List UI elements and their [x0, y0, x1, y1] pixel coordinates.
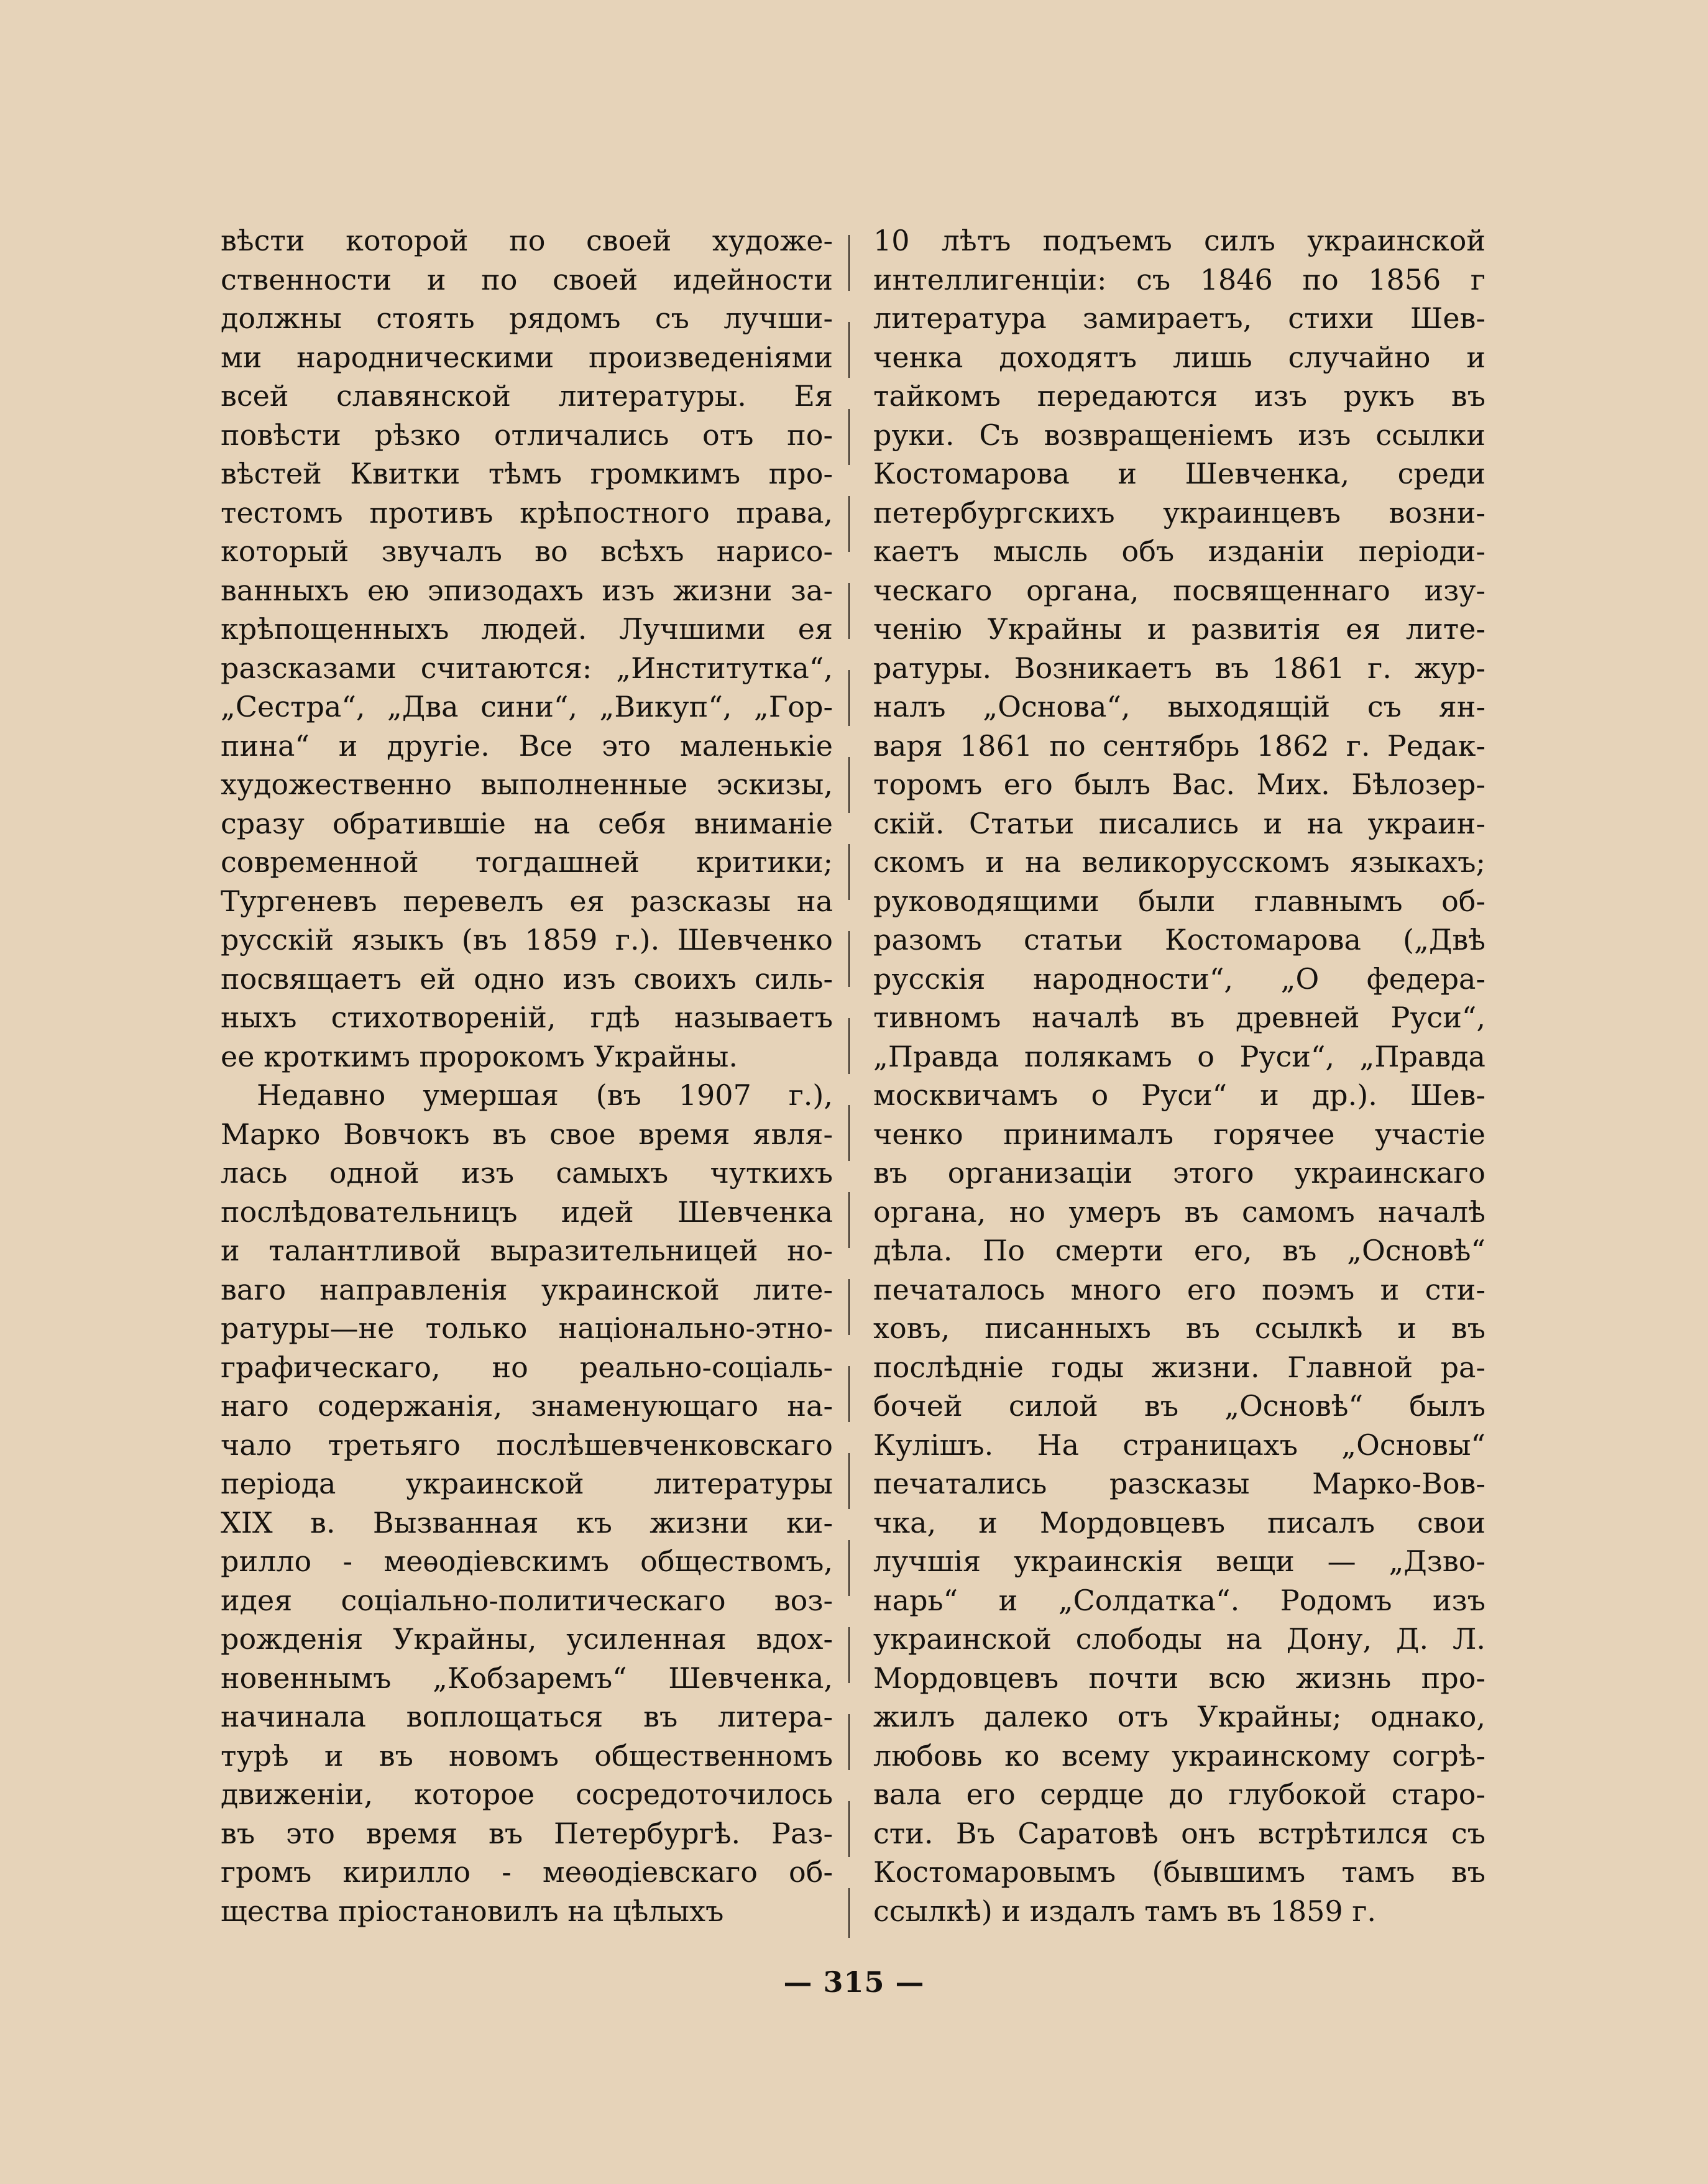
text-line: и талантливой выразительницей но- [221, 1234, 833, 1267]
text-line: лучшія украинскія вещи — „Дзво- [873, 1544, 1485, 1578]
text-line: тайкомъ передаются изъ рукъ въ [873, 379, 1485, 413]
text-line: художественно выполненные эскизы, [221, 768, 833, 801]
text-line: тивномъ началѣ въ древней Руси“, [873, 1001, 1485, 1034]
text-line: періода украинской литературы [221, 1467, 833, 1500]
text-line: интеллигенціи: съ 1846 по 1856 г [873, 262, 1485, 296]
text-line: вѣсти которой по своей художе- [221, 224, 833, 257]
text-line: печаталось много его поэмъ и сти- [873, 1272, 1485, 1306]
text-line: идея соціально-политическаго воз- [221, 1583, 833, 1617]
text-line: повѣсти рѣзко отличались отъ по- [221, 418, 833, 452]
text-line: пина“ и другіе. Все это маленькіе [221, 728, 833, 763]
text-line: графическаго, но реально-соціаль- [221, 1350, 833, 1384]
text-line: Костомаровымъ (бывшимъ тамъ въ [873, 1855, 1485, 1889]
text-line: начинала воплощаться въ литера- [221, 1700, 833, 1733]
text-line: посвящаетъ ей одно изъ своихъ силь- [221, 961, 833, 996]
text-line: Костомарова и Шевченка, среди [873, 457, 1485, 490]
text-line: крѣпощенныхъ людей. Лучшими ея [221, 612, 833, 646]
text-line: разсказами считаются: „Институтка“, [221, 651, 833, 685]
text-line: 10 лѣтъ подъемъ силъ украинской [873, 224, 1485, 257]
text-line: жилъ далеко отъ Украйны; однако, [873, 1700, 1485, 1733]
text-line: разомъ статьи Костомарова („Двѣ [873, 923, 1485, 957]
text-line: чало третьяго послѣшевченковскаго [221, 1428, 833, 1462]
text-line: наго содержанія, знаменующаго на- [221, 1389, 833, 1423]
text-line: послѣдніе годы жизни. Главной ра- [873, 1350, 1485, 1384]
text-line: должны стоять рядомъ съ лучши- [221, 301, 833, 335]
text-line: ченко принималъ горячее участіе [873, 1117, 1485, 1151]
text-line: современной тогдашней критики; [221, 845, 833, 879]
text-line: варя 1861 по сентябрь 1862 г. Редак- [873, 728, 1485, 763]
text-line: тестомъ противъ крѣпостного права, [221, 495, 833, 530]
text-line: ратуры—не только національно-этно- [221, 1311, 833, 1345]
column-divider-rule [848, 235, 850, 1938]
text-line: нарь“ и „Солдатка“. Родомъ изъ [873, 1583, 1485, 1617]
text-line: бочей силой въ „Основѣ“ былъ [873, 1389, 1485, 1423]
text-line: литература замираетъ, стихи Шев- [873, 301, 1485, 335]
text-line: ссылкѣ) и издалъ тамъ въ 1859 г. [873, 1894, 1377, 1928]
text-line: новеннымъ „Кобзаремъ“ Шевченка, [221, 1661, 833, 1695]
text-line: XIX в. Вызванная къ жизни ки- [221, 1505, 833, 1539]
text-line: торомъ его былъ Вас. Мих. Бѣлозер- [873, 768, 1485, 801]
text-line: ваго направленія украинской лите- [221, 1272, 833, 1306]
text-line: печатались разсказы Марко-Вов- [873, 1467, 1485, 1500]
text-line: ченка доходятъ лишь случайно и [873, 340, 1485, 374]
text-line: органа, но умеръ въ самомъ началѣ [873, 1195, 1485, 1229]
text-line: ныхъ стихотвореній, гдѣ называетъ [221, 1001, 833, 1034]
text-line: ее кроткимъ пророкомъ Украйны. [221, 1039, 738, 1073]
text-line: дѣла. По смерти его, въ „Основѣ“ [873, 1234, 1485, 1267]
text-line: сти. Въ Саратовѣ онъ встрѣтился съ [873, 1816, 1485, 1850]
text-line: украинской слободы на Дону, Д. Л. [873, 1622, 1485, 1656]
text-line: „Правда полякамъ о Руси“, „Правда [873, 1039, 1485, 1073]
text-line: ванныхъ ею эпизодахъ изъ жизни за- [221, 573, 833, 607]
text-line: руководящими были главнымъ об- [873, 884, 1485, 918]
text-line: русскія народности“, „О федера- [873, 961, 1485, 996]
text-line: ми народническими произведеніями [221, 340, 833, 374]
text-line: русскій языкъ (въ 1859 г.). Шевченко [221, 923, 833, 957]
text-line: громъ кирилло - меѳодіевскаго об- [221, 1855, 833, 1889]
left-text-column [221, 221, 833, 1930]
text-line: вала его сердце до глубокой старо- [873, 1778, 1485, 1811]
text-line: рожденія Украйны, усиленная вдох- [221, 1622, 833, 1656]
text-line: ственности и по своей идейности [221, 262, 833, 296]
text-line: всей славянской литературы. Ея [221, 379, 833, 413]
page-number: — 315 — [783, 1965, 925, 1999]
text-line: Марко Вовчокъ въ свое время явля- [221, 1117, 833, 1151]
text-line: налъ „Основа“, выходящій съ ян- [873, 690, 1485, 723]
text-line: скомъ и на великорусскомъ языкахъ; [873, 845, 1485, 879]
text-line: Кулішъ. На страницахъ „Основы“ [873, 1428, 1485, 1462]
text-line: „Сестра“, „Два сини“, „Викуп“, „Гор- [221, 690, 833, 723]
text-line: въ организаціи этого украинскаго [873, 1156, 1485, 1190]
text-line: турѣ и въ новомъ общественномъ [221, 1738, 833, 1773]
text-line: Тургеневъ перевелъ ея разсказы на [221, 884, 833, 918]
text-line: сразу обратившіе на себя вниманіе [221, 806, 833, 840]
text-line: щества пріостановилъ на цѣлыхъ [221, 1894, 724, 1928]
text-line: каетъ мысль объ изданіи періоди- [873, 535, 1485, 568]
text-line: въ это время въ Петербургѣ. Раз- [221, 1816, 833, 1850]
text-line: ченію Украйны и развитія ея лите- [873, 612, 1485, 646]
text-line: который звучалъ во всѣхъ нарисо- [221, 535, 833, 568]
text-line: рилло - меѳодіевскимъ обществомъ, [221, 1544, 833, 1578]
text-line: движеніи, которое сосредоточилось [221, 1778, 833, 1811]
text-line: послѣдовательницъ идей Шевченка [221, 1195, 833, 1229]
text-line: вѣстей Квитки тѣмъ громкимъ про- [221, 457, 833, 490]
text-line: ческаго органа, посвященнаго изу- [873, 573, 1485, 607]
text-line: петербургскихъ украинцевъ возни- [873, 495, 1485, 530]
text-line: лась одной изъ самыхъ чуткихъ [221, 1156, 833, 1190]
text-line: Мордовцевъ почти всю жизнь про- [873, 1661, 1485, 1695]
text-line: ховъ, писанныхъ въ ссылкѣ и въ [873, 1311, 1485, 1345]
text-line: скій. Статьи писались и на украин- [873, 806, 1485, 840]
text-line: Недавно умершая (въ 1907 г.), [257, 1078, 833, 1112]
text-line: ратуры. Возникаетъ въ 1861 г. жур- [873, 651, 1485, 685]
text-line: москвичамъ о Руси“ и др.). Шев- [873, 1078, 1485, 1112]
right-text-column [873, 221, 1485, 1930]
text-line: чка, и Мордовцевъ писалъ свои [873, 1505, 1485, 1539]
text-line: руки. Съ возвращеніемъ изъ ссылки [873, 418, 1485, 452]
text-line: любовь ко всему украинскому согрѣ- [873, 1738, 1485, 1773]
